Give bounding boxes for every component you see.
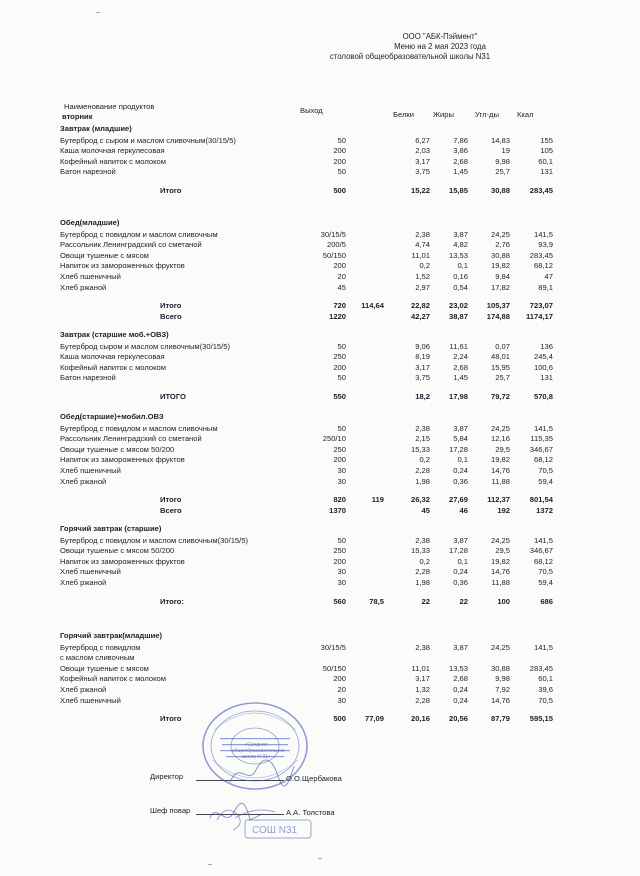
total-label: Всего [160, 311, 182, 321]
dish-output: 30 [337, 476, 346, 486]
total-label: ИТОГО [160, 392, 186, 401]
org-title: ООО "АБК-Пэймент" [402, 32, 478, 41]
dish-output: 30/15/5 [320, 229, 346, 239]
dish-kcal: 141,5 [533, 642, 553, 652]
total-carbs: 87,79 [490, 714, 510, 724]
dish-protein: 3,75 [415, 167, 430, 177]
section-title: Горячий завтрак(младшие) [60, 631, 162, 640]
dish-name: Бутерброд с повидлом и маслом сливочным(30/15/5) [60, 535, 249, 545]
dish-carbs: 12,16 [490, 434, 510, 444]
dish-protein: 2,03 [415, 146, 430, 156]
dish-protein: 9,06 [415, 341, 430, 351]
dish-fat: 0,1 [457, 556, 468, 566]
dish-output: 20 [337, 685, 346, 694]
dish-kcal: 346,67 [529, 546, 553, 556]
total-carbs: 100 [497, 596, 510, 606]
dish-carbs: 24,25 [490, 423, 510, 433]
total-output: 500 [333, 714, 346, 724]
dish-output: 200 [333, 146, 346, 156]
column-header-protein: Белки [393, 110, 414, 119]
total-kcal: 723,07 [529, 301, 553, 311]
total-protein: 20,16 [410, 714, 430, 724]
dish-output: 30 [337, 578, 346, 587]
dish-output: 200/5 [326, 240, 346, 250]
dish-carbs: 9,84 [495, 272, 510, 281]
total-label: Всего [160, 505, 182, 515]
total-price: 114,64 [361, 301, 384, 311]
total-kcal: 1372 [536, 505, 553, 515]
dish-kcal: 59,4 [538, 476, 553, 486]
dish-kcal: 131 [540, 373, 553, 383]
dish-kcal: 59,4 [538, 578, 553, 587]
dish-carbs: 19 [501, 146, 510, 156]
dish-carbs: 2,76 [495, 240, 510, 250]
total-kcal: 283,45 [529, 186, 553, 195]
section-title: Завтрак (старшие моб.+ОВЗ) [60, 330, 169, 339]
dish-output: 200 [333, 362, 346, 372]
total-protein: 22 [421, 596, 430, 606]
total-output: 500 [333, 186, 346, 195]
dish-fat: 0,24 [453, 567, 468, 577]
total-protein: 42,27 [410, 311, 430, 321]
dish-fat: 3,87 [453, 229, 468, 239]
dish-kcal: 70,5 [538, 695, 553, 705]
dish-output: 200 [333, 156, 346, 166]
section-title: Обед(младшие) [60, 218, 120, 227]
chef-signature [206, 800, 266, 830]
dish-protein: 3,75 [415, 373, 430, 383]
dish-protein: 2,97 [415, 282, 430, 292]
dish-output: 250 [333, 352, 346, 362]
dish-protein: 2,15 [415, 434, 430, 444]
total-fat: 15,85 [448, 186, 468, 195]
dish-fat: 1,45 [453, 373, 468, 383]
dish-protein: 2,38 [415, 229, 430, 239]
dish-carbs: 19,82 [490, 455, 510, 465]
dish-name: Рассольник Ленинградский со сметаной [60, 434, 202, 444]
dish-name: Бутерброд с повидлом и маслом сливочным [60, 423, 218, 433]
dish-kcal: 70,5 [538, 567, 553, 577]
dish-carbs: 0,07 [495, 341, 510, 351]
dish-carbs: 30,88 [490, 663, 510, 673]
dish-protein: 15,33 [410, 546, 430, 556]
dish-protein: 4,74 [415, 240, 430, 250]
dish-protein: 0,2 [419, 455, 430, 465]
scan-mark [318, 858, 322, 859]
dish-fat: 5,84 [453, 434, 468, 444]
dish-kcal: 100,6 [533, 362, 553, 372]
dish-carbs: 24,25 [490, 229, 510, 239]
dish-name: Каша молочная геркулесовая [60, 146, 165, 156]
dish-carbs: 14,76 [490, 567, 510, 577]
dish-name: Напиток из замороженных фруктов [60, 261, 185, 271]
total-carbs: 30,88 [490, 186, 510, 195]
dish-name: Хлеб ржаной [60, 282, 107, 292]
dish-carbs: 14,76 [490, 466, 510, 475]
dish-kcal: 141,5 [533, 423, 553, 433]
dish-fat: 0,24 [453, 685, 468, 694]
total-fat: 46 [459, 505, 468, 515]
director-signature [226, 756, 296, 790]
dish-kcal: 68,12 [533, 556, 553, 566]
dish-output: 200 [333, 674, 346, 684]
dish-output: 50 [337, 341, 346, 351]
total-kcal: 570,8 [533, 392, 553, 401]
column-header-output: Выход [300, 106, 323, 115]
dish-name: Овощи тушеные с мясом [60, 250, 149, 260]
dish-name: Хлеб ржаной [60, 476, 107, 486]
dish-protein: 3,17 [415, 362, 430, 372]
dish-protein: 8,19 [415, 352, 430, 362]
total-kcal: 686 [540, 596, 553, 606]
total-protein: 18,2 [415, 392, 430, 401]
dish-fat: 3,87 [453, 535, 468, 545]
dish-kcal: 141,5 [533, 229, 553, 239]
total-fat: 22 [459, 596, 468, 606]
total-protein: 45 [421, 505, 430, 515]
dish-fat: 2,24 [453, 352, 468, 362]
dish-carbs: 48,01 [490, 352, 510, 362]
total-output: 1370 [329, 505, 346, 515]
dish-fat: 0,1 [457, 455, 468, 465]
dish-fat: 4,82 [453, 240, 468, 250]
total-fat: 20,56 [448, 714, 468, 724]
dish-output: 200 [333, 556, 346, 566]
dish-name: Бутерброд с сыром и маслом сливочным(30/15/5) [60, 135, 236, 145]
dish-fat: 0,36 [453, 476, 468, 486]
dish-fat: 13,53 [448, 663, 468, 673]
total-protein: 15,22 [410, 186, 430, 195]
dish-fat: 2,68 [453, 674, 468, 684]
dish-carbs: 29,5 [495, 444, 510, 454]
column-header-name: Наименование продуктов [64, 102, 155, 111]
dish-kcal: 70,5 [538, 466, 553, 475]
total-carbs: 105,37 [486, 301, 510, 311]
dish-protein: 2,38 [415, 642, 430, 652]
dish-name: Овощи тушеные с мясом 50/200 [60, 444, 175, 454]
stamp-text: «Средняя общеобразовательная школа N 31» [232, 742, 285, 760]
dish-protein: 0,2 [419, 261, 430, 271]
section-title: Завтрак (младшие) [60, 124, 132, 133]
dish-output: 50/150 [322, 663, 346, 673]
dish-carbs: 11,88 [491, 476, 510, 486]
dish-protein: 1,52 [415, 272, 430, 281]
total-kcal: 595,15 [529, 714, 553, 724]
dish-kcal: 60,1 [538, 156, 553, 166]
dish-output: 30/15/5 [320, 642, 346, 652]
dish-output: 30 [337, 466, 346, 475]
dish-protein: 6,27 [415, 135, 430, 145]
total-output: 1220 [329, 311, 346, 321]
dish-carbs: 17,82 [490, 282, 510, 292]
total-label: Итого [160, 714, 182, 724]
total-label: Итого: [160, 596, 184, 606]
dish-kcal: 245,4 [533, 352, 553, 362]
total-price: 119 [371, 495, 384, 505]
dish-kcal: 60,1 [538, 674, 553, 684]
dish-fat: 0,1 [457, 261, 468, 271]
total-carbs: 112,37 [487, 495, 510, 505]
column-header-carbs: Угл-ды [475, 110, 499, 119]
dish-carbs: 24,25 [490, 642, 510, 652]
chef-name: А.А. Толстова [286, 808, 335, 817]
dish-kcal: 141,5 [533, 535, 553, 545]
dish-carbs: 30,88 [490, 250, 510, 260]
menu-date: Меню на 2 мая 2023 года [394, 42, 486, 51]
dish-carbs: 25,7 [495, 167, 510, 177]
dish-fat: 0,16 [453, 272, 468, 281]
dish-output: 50 [337, 423, 346, 433]
dish-carbs: 9,98 [495, 674, 510, 684]
school-name: столовой общеобразовательной школы N31 [329, 52, 491, 61]
dish-fat: 2,68 [453, 362, 468, 372]
dish-name: Хлеб пшеничный [60, 466, 121, 475]
column-header-kcal: Ккал [517, 110, 534, 119]
chef-label: Шеф повар [150, 806, 191, 815]
dish-fat: 2,68 [453, 156, 468, 166]
dish-fat: 0,24 [453, 695, 468, 705]
dish-fat: 17,28 [448, 546, 468, 556]
total-label: Итого [160, 186, 182, 195]
dish-name: Бутерброд с повидлом [60, 642, 141, 652]
dish-kcal: 155 [540, 135, 553, 145]
total-protein: 22,82 [410, 301, 430, 311]
total-fat: 27,69 [448, 495, 468, 505]
total-carbs: 192 [497, 505, 510, 515]
dish-name: Напиток из замороженных фруктов [60, 455, 185, 465]
dish-kcal: 47 [544, 272, 553, 281]
dish-kcal: 283,45 [529, 663, 553, 673]
dish-fat: 3,87 [453, 423, 468, 433]
dish-protein: 11,01 [411, 250, 430, 260]
dish-fat: 1,45 [453, 167, 468, 177]
dish-output: 250/10 [322, 434, 346, 444]
scan-mark [96, 12, 100, 13]
weekday: вторник [62, 112, 93, 121]
dish-fat: 13,53 [448, 250, 468, 260]
dish-carbs: 19,82 [490, 261, 510, 271]
dish-output: 200 [333, 455, 346, 465]
dish-name: Хлеб пшеничный [60, 695, 121, 705]
dish-protein: 0,2 [419, 556, 430, 566]
dish-name: Рассольник Ленинградский со сметаной [60, 240, 202, 250]
dish-name: Кофейный напиток с молоком [60, 156, 166, 166]
dish-fat: 7,86 [453, 135, 468, 145]
dish-kcal: 89,1 [538, 282, 553, 292]
dish-name: Овощи тушеные с мясом [60, 663, 149, 673]
dish-fat: 3,87 [453, 642, 468, 652]
dish-protein: 2,38 [415, 535, 430, 545]
dish-name: Батон нарезной [60, 167, 116, 177]
section-title: Горячий завтрак (старшие) [60, 524, 162, 533]
dish-kcal: 131 [540, 167, 553, 177]
dish-name: Хлеб пшеничный [60, 272, 121, 281]
scan-mark [208, 864, 212, 865]
total-label: Итого [160, 495, 182, 505]
dish-carbs: 9,98 [495, 156, 510, 166]
dish-output: 250 [333, 546, 346, 556]
dish-protein: 2,28 [415, 567, 430, 577]
dish-name: Бутерброд с повидлом и маслом сливочным [60, 229, 218, 239]
dish-protein: 3,17 [415, 156, 430, 166]
dish-carbs: 14,76 [490, 695, 510, 705]
dish-kcal: 93,9 [538, 240, 553, 250]
dish-name: Хлеб пшеничный [60, 567, 121, 577]
total-kcal: 1174,17 [525, 311, 553, 321]
dish-kcal: 346,67 [529, 444, 553, 454]
dish-protein: 11,01 [411, 663, 430, 673]
dish-name: с маслом сливочным [60, 653, 135, 663]
total-output: 820 [333, 495, 346, 505]
dish-name: Бутерброд сыром и маслом сливочным(30/15/5) [60, 341, 231, 351]
dish-carbs: 11,88 [491, 578, 510, 587]
dish-kcal: 115,35 [530, 434, 553, 444]
dish-fat: 3,86 [453, 146, 468, 156]
dish-output: 50 [337, 373, 346, 383]
dish-kcal: 68,12 [533, 455, 553, 465]
dish-carbs: 7,92 [495, 685, 510, 694]
total-kcal: 801,54 [529, 495, 553, 505]
dish-protein: 1,98 [415, 476, 430, 486]
total-label: Итого [160, 301, 182, 311]
dish-carbs: 25,7 [495, 373, 510, 383]
dish-output: 30 [337, 567, 346, 577]
total-output: 550 [333, 392, 346, 401]
dish-output: 50 [337, 167, 346, 177]
dish-carbs: 14,83 [490, 135, 510, 145]
dish-output: 50 [337, 535, 346, 545]
dish-protein: 15,33 [410, 444, 430, 454]
dish-protein: 2,28 [415, 466, 430, 475]
total-fat: 23,02 [448, 301, 468, 311]
total-output: 560 [333, 596, 346, 606]
dish-carbs: 24,25 [490, 535, 510, 545]
dish-carbs: 19,82 [490, 556, 510, 566]
dish-fat: 17,28 [448, 444, 468, 454]
total-carbs: 79,72 [490, 392, 510, 401]
total-fat: 17,98 [448, 392, 468, 401]
total-price: 77,09 [364, 714, 384, 724]
dish-kcal: 68,12 [533, 261, 553, 271]
dish-fat: 0,54 [453, 282, 468, 292]
dish-name: Каша молочная геркулесовая [60, 352, 165, 362]
dish-name: Овощи тушеные с мясом 50/200 [60, 546, 175, 556]
dish-name: Напиток из замороженных фруктов [60, 556, 185, 566]
dish-name: Кофейный напиток с молоком [60, 362, 166, 372]
dish-protein: 1,32 [415, 685, 430, 694]
dish-name: Хлеб ржаной [60, 685, 107, 694]
dish-fat: 11,61 [449, 341, 468, 351]
dish-kcal: 136 [540, 341, 553, 351]
dish-output: 200 [333, 261, 346, 271]
dish-output: 50 [337, 135, 346, 145]
total-protein: 26,32 [410, 495, 430, 505]
dish-output: 50/150 [322, 250, 346, 260]
dish-protein: 2,28 [415, 695, 430, 705]
director-name: О.О.Щербакова [286, 774, 342, 783]
section-title: Обед(старшие)+мобил.ОВЗ [60, 412, 164, 421]
dish-output: 30 [337, 695, 346, 705]
dish-name: Батон нарезной [60, 373, 116, 383]
dish-carbs: 15,95 [490, 362, 510, 372]
dish-carbs: 29,5 [495, 546, 510, 556]
total-output: 720 [333, 301, 346, 311]
total-fat: 38,87 [448, 311, 468, 321]
dish-fat: 0,36 [453, 578, 468, 587]
dish-output: 45 [337, 282, 346, 292]
dish-kcal: 283,45 [529, 250, 553, 260]
dish-protein: 3,17 [415, 674, 430, 684]
dish-protein: 1,98 [415, 578, 430, 587]
dish-fat: 0,24 [453, 466, 468, 475]
total-price: 78,5 [369, 596, 384, 606]
dish-name: Кофейный напиток с молоком [60, 674, 166, 684]
dish-protein: 2,38 [415, 423, 430, 433]
dish-output: 20 [337, 272, 346, 281]
dish-output: 250 [333, 444, 346, 454]
dish-kcal: 39,6 [538, 685, 553, 694]
dish-name: Хлеб ржаной [60, 578, 107, 587]
column-header-fat: Жиры [433, 110, 454, 119]
total-carbs: 174,88 [486, 311, 510, 321]
stamp-bottom-text: СОШ N31 [252, 825, 298, 836]
director-label: Директор [150, 772, 184, 781]
dish-kcal: 105 [540, 146, 553, 156]
